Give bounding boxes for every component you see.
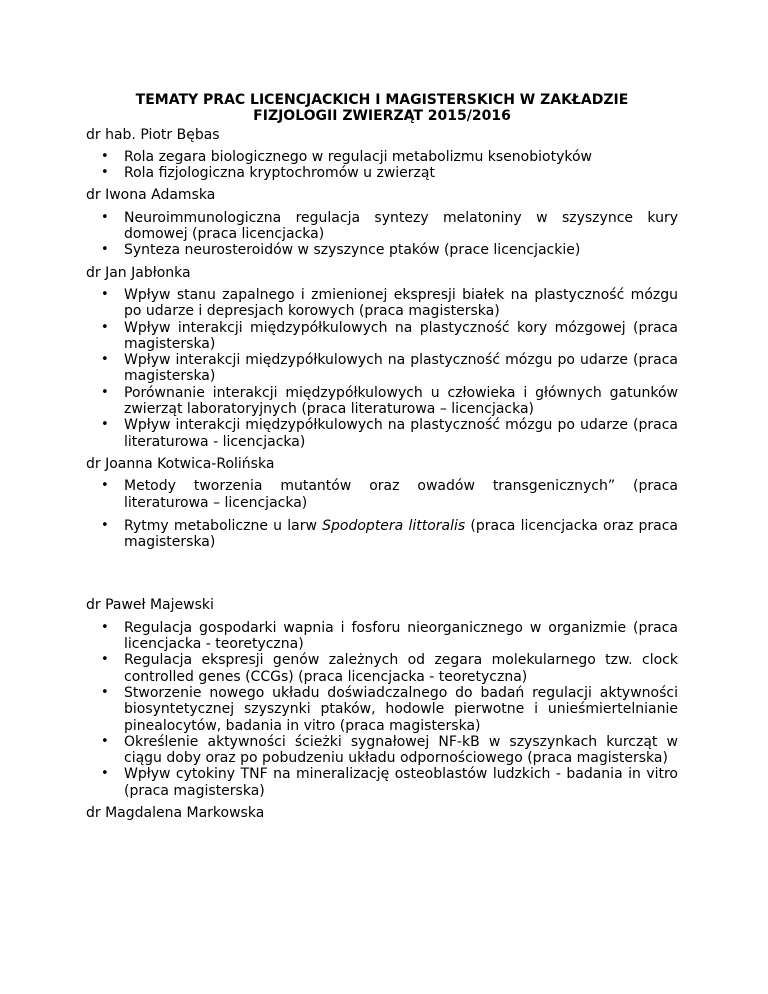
topic-item: • Wpływ cytokiny TNF na mineralizację osteoblastów ludzkich - badania in vitro (praca magisterska) [86, 766, 678, 799]
topic-item: • Wpływ stanu zapalnego i zmienionej ekspresji białek na plastyczność mózgu po udarze i depresjach korowych (praca magisterska) [86, 287, 678, 320]
topic-item: • Wpływ interakcji międzypółkulowych na plastyczność mózgu po udarze (praca magisterska) [86, 352, 678, 385]
topic-list-kotwica-rolinska [86, 478, 678, 550]
topic-list-jablonka [86, 287, 678, 450]
species-name: Spodoptera littoralis [322, 517, 466, 534]
topic-text: Rytmy metaboliczne u larw [124, 517, 323, 534]
topic-item: • Rola zegara biologicznego w regulacji metabolizmu ksenobiotyków [86, 149, 678, 165]
topic-item [86, 518, 678, 551]
author-bebas: dr hab. Piotr Bębas [86, 126, 220, 143]
topic-item: • Rola fizjologiczna kryptochromów u zwierząt [86, 165, 678, 181]
title-line-1: TEMATY PRAC LICENCJACKICH I MAGISTERSKICH W ZAKŁADZIE [135, 92, 629, 108]
document-page [86, 92, 678, 827]
topic-list-adamska [86, 210, 678, 259]
topic-item: • Wpływ interakcji międzypółkulowych na plastyczność mózgu po udarze (praca literaturowa - licencjacka) [86, 417, 678, 450]
topic-item: • Określenie aktywności ścieżki sygnałowej NF-kB w szyszynkach kurcząt w ciągu doby oraz po pobudzeniu układu odpornościowego (praca magisterska) [86, 734, 678, 767]
title-line-2: FIZJOLOGII ZWIERZĄT 2015/2016 [253, 108, 511, 125]
topic-item: • Stworzenie nowego układu doświadczalnego do badań regulacji aktywności biosyntetycznej szyszynki ptaków, hodowle pierwotne i unieśmiertelnianie pinealocytów, badania in vitro (praca magisterska) [86, 685, 678, 734]
spacer [86, 557, 678, 595]
topic-item: • Regulacja gospodarki wapnia i fosforu nieorganicznego w organizmie (praca licencjacka - teoretyczna) [86, 620, 678, 653]
author-jablonka: dr Jan Jabłonka [86, 264, 191, 281]
topic-list-majewski [86, 620, 678, 799]
topic-item: • Porównanie interakcji międzypółkulowych u człowieka i głównych gatunków zwierząt laboratoryjnych (praca literaturowa – licencjacka) [86, 385, 678, 418]
author-markowska: dr Magdalena Markowska [86, 804, 265, 821]
topic-item: • Metody tworzenia mutantów oraz owadów transgenicznych” (praca literaturowa – licencjacka) [86, 478, 678, 511]
topic-item: • Regulacja ekspresji genów zależnych od zegara molekularnego tzw. clock controlled genes (CCGs) (praca licencjacka - teoretyczna) [86, 652, 678, 685]
author-kotwica-rolinska: dr Joanna Kotwica-Rolińska [86, 455, 275, 472]
topic-item: • Wpływ interakcji międzypółkulowych na plastyczność kory mózgowej (praca magisterska) [86, 320, 678, 353]
topic-item: • Neuroimmunologiczna regulacja syntezy melatoniny w szyszynce kury domowej (praca licencjacka) [86, 210, 678, 243]
topic-item: • Synteza neurosteroidów w szyszynce ptaków (prace licencjackie) [86, 242, 678, 258]
author-adamska: dr Iwona Adamska [86, 187, 216, 204]
topic-list-bebas [86, 149, 678, 182]
document-title [86, 92, 678, 125]
author-majewski: dr Paweł Majewski [86, 597, 214, 614]
topic-text: (praca licencjacka oraz praca magisterska) [124, 517, 679, 551]
